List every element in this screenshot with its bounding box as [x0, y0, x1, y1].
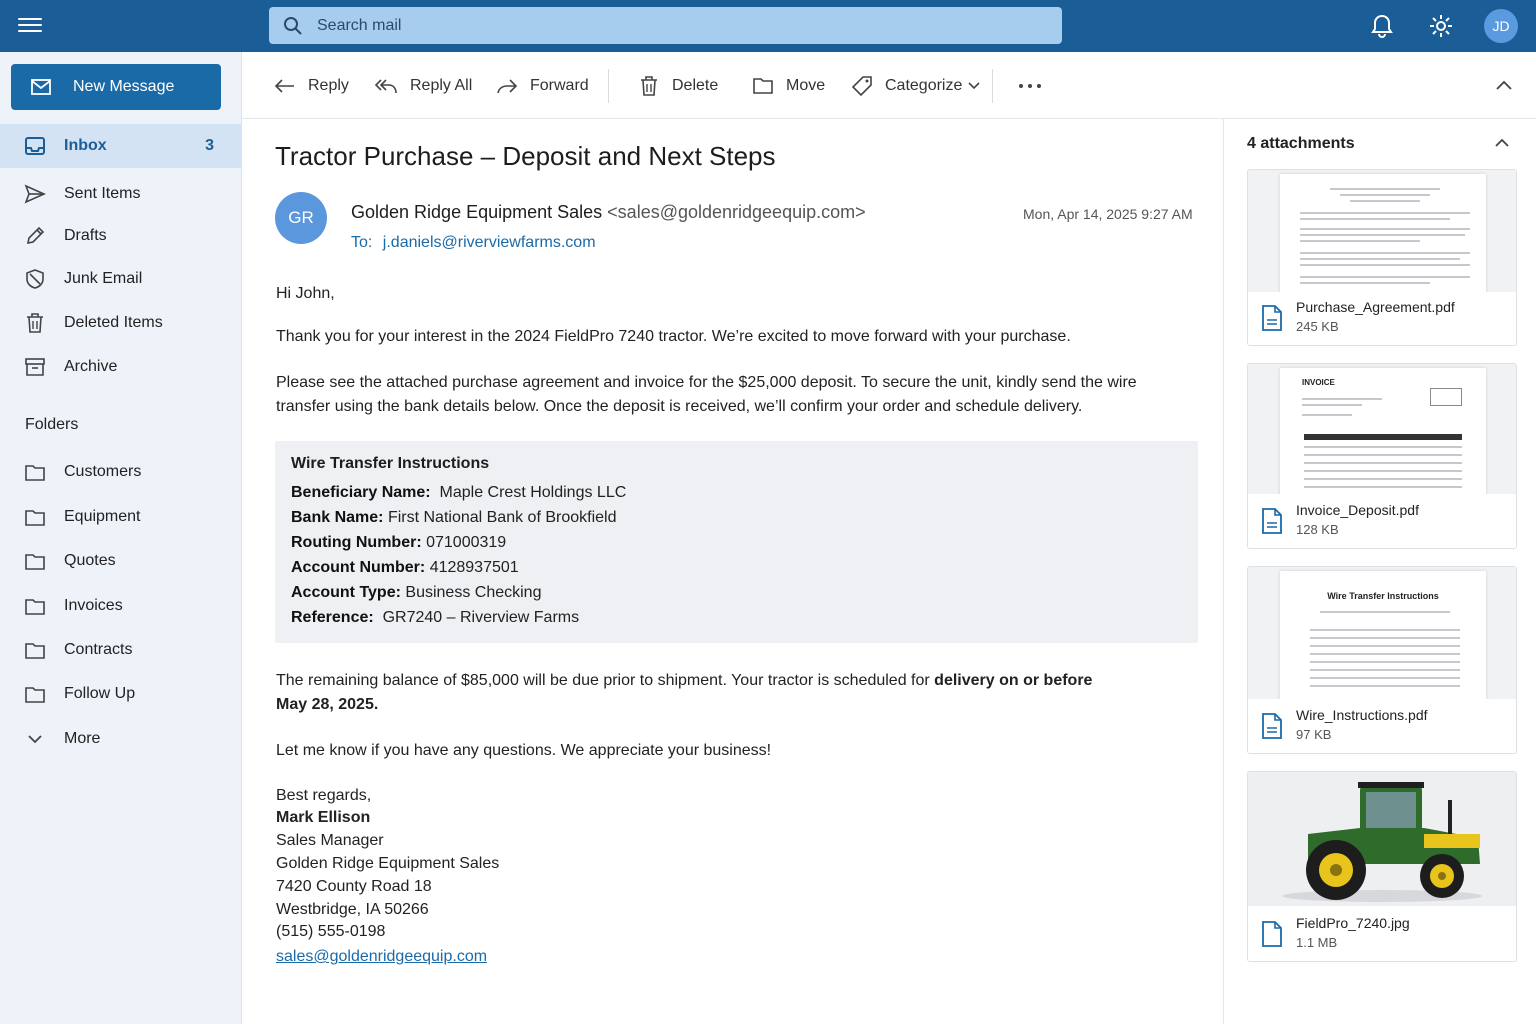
attachment-thumbnail — [1248, 364, 1516, 494]
body-line: Please see the attached purchase agreement and invoice for the $25,000 deposit. To secure the unit, kindly send the wire — [276, 374, 1137, 391]
attachment-size: 1.1 MB — [1296, 935, 1338, 950]
folder-label: Quotes — [64, 552, 116, 569]
folder-icon — [24, 461, 46, 483]
attachment-info — [1248, 494, 1516, 548]
signature-company: Golden Ridge Equipment Sales — [276, 855, 500, 872]
chevron-down-icon — [968, 82, 980, 90]
invoice-thumb-title: INVOICE — [1302, 378, 1335, 387]
user-avatar[interactable]: JD — [1484, 9, 1518, 43]
signature-phone: (515) 555-0198 — [276, 923, 386, 940]
sender-avatar: GR — [275, 192, 327, 244]
archive-icon — [24, 356, 46, 378]
wire-value: First National Bank of Brookfield — [387, 509, 617, 526]
new-message-label: New Message — [73, 78, 175, 95]
folder-contracts[interactable] — [0, 628, 241, 672]
sidebar-item-deleted[interactable] — [0, 301, 241, 345]
document-preview — [1280, 571, 1486, 699]
attachment-card[interactable] — [1247, 363, 1517, 549]
unread-count: 3 — [205, 137, 214, 154]
forward-icon — [496, 77, 518, 95]
send-icon — [24, 183, 46, 205]
signature-name: Mark Ellison — [276, 809, 371, 826]
sidebar-item-label: Deleted Items — [64, 314, 163, 331]
sender-email: <sales@goldenridgeequip.com> — [607, 202, 866, 222]
signature-address: Westbridge, IA 50266 — [276, 901, 429, 918]
forward-button[interactable] — [496, 73, 589, 99]
wire-row — [291, 559, 519, 577]
pencil-icon — [24, 225, 46, 247]
wire-label: Routing Number: — [291, 534, 422, 551]
reply-all-label: Reply All — [410, 77, 473, 94]
move-label: Move — [786, 77, 826, 94]
folder-label: Contracts — [64, 641, 133, 658]
folder-label: Customers — [64, 463, 142, 480]
attachment-name: FieldPro_7240.jpg — [1296, 915, 1410, 931]
recipient-line — [351, 234, 596, 252]
folder-icon — [24, 595, 46, 617]
wire-label: Account Number: — [291, 559, 426, 576]
menu-icon[interactable] — [18, 14, 42, 38]
delete-button[interactable] — [638, 73, 718, 99]
attachment-thumbnail — [1248, 772, 1516, 906]
document-preview — [1280, 368, 1486, 494]
message-toolbar — [242, 52, 1536, 119]
attachment-name: Invoice_Deposit.pdf — [1296, 502, 1419, 518]
wire-row — [291, 584, 541, 602]
folder-equipment[interactable] — [0, 495, 241, 539]
email-date: Mon, Apr 14, 2025 9:27 AM — [1023, 206, 1193, 222]
wire-row — [291, 609, 579, 627]
body-paragraph — [276, 669, 1096, 717]
body-paragraph — [276, 371, 1137, 419]
search-input[interactable] — [269, 7, 1062, 44]
attachment-info — [1248, 291, 1516, 345]
block-icon — [24, 268, 46, 290]
more-icon — [1018, 83, 1042, 89]
body-paragraph: Thank you for your interest in the 2024 FieldPro 7240 tractor. We’re excited to move forward with your purchase. — [276, 328, 1071, 345]
attachment-card[interactable] — [1247, 566, 1517, 754]
sidebar-item-drafts[interactable] — [0, 214, 241, 258]
wire-label: Reference: — [291, 609, 374, 626]
folder-label: Follow Up — [64, 685, 136, 702]
reply-all-button[interactable] — [374, 73, 472, 99]
folder-quotes[interactable] — [0, 539, 241, 583]
wire-label: Beneficiary Name: — [291, 484, 431, 501]
more-label: More — [64, 730, 101, 747]
sidebar — [0, 52, 242, 1024]
folder-icon — [24, 639, 46, 661]
wire-value: 4128937501 — [429, 559, 519, 576]
attachment-info — [1248, 699, 1516, 753]
body-paragraph: Let me know if you have any questions. We appreciate your business! — [276, 742, 772, 759]
folder-label: Equipment — [64, 508, 141, 525]
tractor-image — [1248, 772, 1516, 906]
toolbar-divider — [608, 69, 609, 103]
wire-label: Account Type: — [291, 584, 401, 601]
folder-icon — [24, 683, 46, 705]
sender-line[interactable] — [351, 202, 866, 223]
folder-label: Invoices — [64, 597, 123, 614]
delete-label: Delete — [672, 77, 719, 94]
search-placeholder: Search mail — [317, 16, 402, 34]
categorize-label: Categorize — [885, 77, 963, 94]
categorize-button[interactable] — [851, 73, 980, 99]
email-subject: Tractor Purchase – Deposit and Next Steps — [275, 141, 776, 171]
search-icon — [283, 16, 303, 36]
delivery-emphasis: delivery on or before — [934, 672, 1093, 689]
wire-title: Wire Transfer Instructions — [291, 455, 490, 472]
recipient-address[interactable]: j.daniels@riverviewfarms.com — [382, 234, 596, 251]
delivery-date: May 28, 2025. — [276, 696, 379, 713]
attachments-pane — [1223, 119, 1536, 1024]
folder-icon — [752, 76, 774, 96]
attachment-size: 128 KB — [1296, 522, 1339, 537]
folders-more[interactable] — [0, 717, 241, 761]
sender-name: Golden Ridge Equipment Sales — [351, 202, 603, 222]
mail-icon — [31, 79, 51, 95]
sidebar-item-label: Drafts — [64, 227, 107, 244]
folders-heading: Folders — [25, 416, 79, 433]
file-icon — [1261, 920, 1283, 948]
chevron-down-icon — [24, 728, 46, 750]
wire-value: Maple Crest Holdings LLC — [439, 484, 627, 501]
attachment-thumbnail — [1248, 567, 1516, 699]
attachment-card[interactable] — [1247, 771, 1517, 962]
wire-row — [291, 509, 616, 527]
sidebar-item-inbox[interactable] — [0, 124, 241, 168]
wire-label: Bank Name: — [291, 509, 384, 526]
signature-email-link[interactable]: sales@goldenridgeequip.com — [276, 948, 488, 965]
top-bar — [0, 0, 1536, 52]
folder-customers[interactable] — [0, 450, 241, 494]
sidebar-item-label: Sent Items — [64, 185, 141, 202]
reply-icon — [274, 77, 296, 95]
wire-instructions-box — [275, 441, 1198, 643]
gear-icon[interactable] — [1428, 13, 1454, 39]
new-message-button[interactable] — [11, 64, 221, 110]
folder-follow-up[interactable] — [0, 672, 241, 716]
signature-address: 7420 County Road 18 — [276, 878, 432, 895]
document-preview — [1280, 174, 1486, 292]
trash-icon — [638, 75, 660, 97]
greeting: Hi John, — [276, 285, 335, 302]
folder-invoices[interactable] — [0, 584, 241, 628]
wire-value: 071000319 — [426, 534, 507, 551]
reply-button[interactable] — [274, 73, 349, 99]
attachments-count: 4 attachments — [1247, 135, 1355, 152]
body-line: transfer using the bank details below. Once the deposit is received, we’ll confirm your order and schedule delivery. — [276, 398, 1083, 415]
attachment-name: Wire_Instructions.pdf — [1296, 707, 1428, 723]
signature-title: Sales Manager — [276, 832, 384, 849]
sidebar-item-label: Inbox — [64, 137, 107, 154]
toolbar-divider — [992, 69, 993, 103]
chevron-up-icon[interactable] — [1494, 135, 1510, 151]
sidebar-item-archive[interactable] — [0, 345, 241, 389]
to-label: To: — [351, 234, 373, 251]
bell-icon[interactable] — [1369, 13, 1395, 39]
sidebar-item-label: Archive — [64, 358, 118, 375]
wire-thumb-title: Wire Transfer Instructions — [1327, 591, 1439, 601]
wire-row — [291, 534, 506, 552]
wire-value: Business Checking — [405, 584, 542, 601]
reply-label: Reply — [308, 77, 349, 94]
tag-icon — [851, 75, 873, 97]
more-actions-button[interactable] — [1018, 73, 1054, 99]
folder-icon — [24, 550, 46, 572]
reply-all-icon — [374, 77, 398, 95]
sidebar-item-junk[interactable] — [0, 257, 241, 301]
file-icon — [1261, 507, 1283, 535]
forward-label: Forward — [530, 77, 589, 94]
signature-closing: Best regards, — [276, 787, 372, 804]
attachment-name: Purchase_Agreement.pdf — [1296, 299, 1455, 315]
wire-row — [291, 484, 626, 502]
sidebar-item-sent[interactable] — [0, 172, 241, 216]
wire-value: GR7240 – Riverview Farms — [382, 609, 580, 626]
sidebar-item-label: Junk Email — [64, 270, 143, 287]
attachment-size: 245 KB — [1296, 319, 1339, 334]
attachment-thumbnail — [1248, 170, 1516, 292]
folder-icon — [24, 506, 46, 528]
attachment-info — [1248, 907, 1516, 961]
chevron-up-icon[interactable] — [1495, 79, 1513, 91]
inbox-icon — [24, 135, 46, 157]
move-button[interactable] — [752, 73, 825, 99]
attachment-card[interactable] — [1247, 169, 1517, 346]
file-icon — [1261, 304, 1283, 332]
balance-text: The remaining balance of $85,000 will be due prior to shipment. Your tractor is scheduled for — [276, 672, 935, 689]
file-icon — [1261, 712, 1283, 740]
trash-icon — [24, 312, 46, 334]
attachment-size: 97 KB — [1296, 727, 1332, 742]
